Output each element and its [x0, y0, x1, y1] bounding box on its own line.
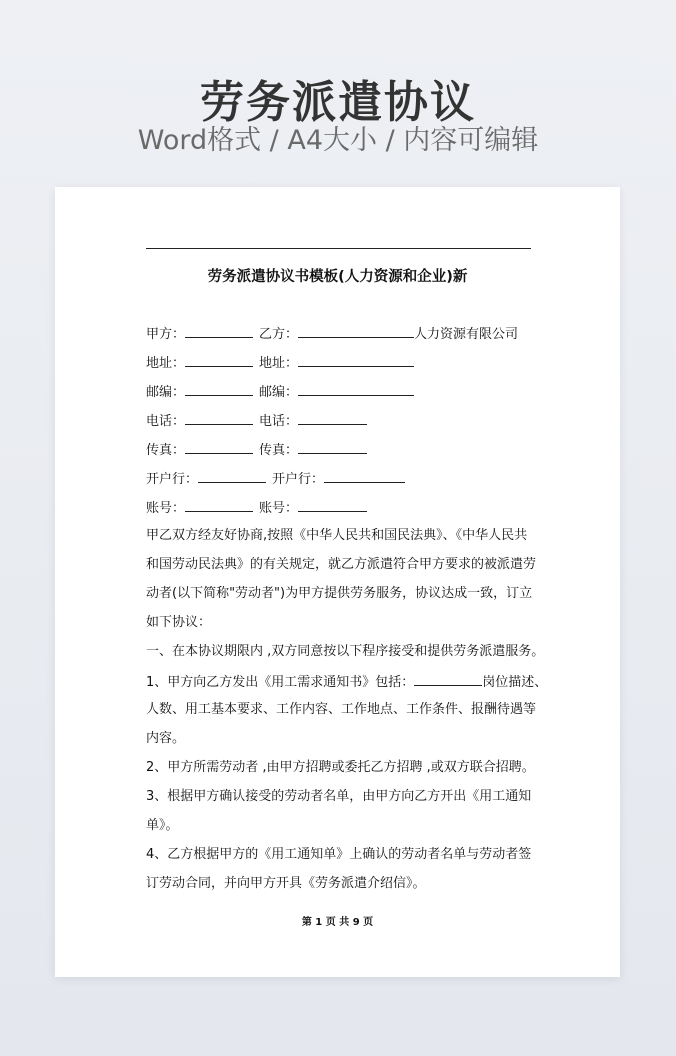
form-label: 传真： [146, 443, 186, 458]
page-subheading: Word格式 / A4大小 / 内容可编辑 [137, 125, 539, 156]
blank-field[interactable] [298, 410, 367, 425]
body-line: 一、在本协议期限内 ,双方同意按以下程序接受和提供劳务派遣服务。 [146, 644, 545, 659]
form-label: 邮编： [146, 385, 186, 400]
blank-field[interactable] [185, 381, 253, 396]
document-body [146, 323, 548, 903]
item-text: 1、甲方向乙方发出《用工需求通知书》包括： [146, 675, 415, 690]
body-line: 和国劳动民法典》的有关规定，就乙方派遣符合甲方要求的被派遣劳 [146, 557, 537, 572]
blank-field[interactable] [185, 497, 253, 512]
form-label: 开户行： [146, 472, 199, 487]
page-number: 第 1 页 共 9 页 [301, 917, 374, 928]
form-label: 电话： [146, 414, 186, 429]
blank-field[interactable] [414, 671, 482, 686]
form-label: 地址： [146, 356, 186, 371]
form-label: 电话： [259, 414, 299, 429]
body-line: 动者(以下简称"劳动者")为甲方提供劳务服务，协议达成一致，订立 [146, 586, 533, 601]
document-title: 劳务派遣协议书模板(人力资源和企业)新 [207, 269, 468, 285]
document-page [55, 187, 620, 977]
header-rule [146, 248, 531, 249]
form-row-phone [146, 410, 536, 439]
form-label: 甲方： [146, 327, 186, 342]
form-row-account [146, 497, 536, 526]
company-suffix: 人力资源有限公司 [414, 327, 519, 342]
blank-field[interactable] [298, 439, 367, 454]
form-label: 开户行： [272, 472, 325, 487]
body-line: 甲乙双方经友好协商,按照《中华人民共和国民法典》、《中华人民共 [146, 528, 528, 543]
form-label: 传真： [259, 443, 299, 458]
item-1-line [146, 671, 548, 700]
item-text: 岗位描述、 [482, 675, 548, 690]
blank-field[interactable] [324, 468, 405, 483]
blank-field[interactable] [298, 381, 414, 396]
body-line: 3、根据甲方确认接受的劳动者名单，由甲方向乙方开出《用工通知 [146, 789, 532, 804]
body-line: 4、乙方根据甲方的《用工通知单》上确认的劳动者名单与劳动者签 [146, 847, 532, 862]
form-row-postcode [146, 381, 536, 410]
blank-field[interactable] [198, 468, 266, 483]
form-label: 地址： [259, 356, 299, 371]
body-line: 如下协议： [146, 615, 212, 630]
form-row-address [146, 352, 536, 381]
blank-field[interactable] [298, 352, 414, 367]
form-label: 账号： [146, 501, 186, 516]
form-row-fax [146, 439, 536, 468]
body-line: 订劳动合同，并向甲方开具《劳务派遣介绍信》。 [146, 876, 426, 891]
blank-field[interactable] [185, 352, 253, 367]
blank-field[interactable] [298, 323, 414, 338]
blank-field[interactable] [185, 439, 253, 454]
blank-field[interactable] [185, 323, 253, 338]
blank-field[interactable] [185, 410, 253, 425]
body-line: 2、甲方所需劳动者 ,由甲方招聘或委托乙方招聘 ,或双方联合招聘。 [146, 760, 535, 775]
blank-field[interactable] [298, 497, 367, 512]
form-row-bank [146, 468, 536, 497]
page-heading: 劳务派遣协议 [200, 77, 476, 128]
form-label: 邮编： [259, 385, 299, 400]
body-line: 内容。 [146, 731, 186, 746]
form-row-party [146, 323, 536, 352]
body-line: 单》。 [146, 818, 179, 833]
body-line: 人数、用工基本要求、工作内容、工作地点、工作条件、报酬待遇等 [146, 702, 537, 717]
form-label: 乙方： [259, 327, 299, 342]
form-label: 账号： [259, 501, 299, 516]
